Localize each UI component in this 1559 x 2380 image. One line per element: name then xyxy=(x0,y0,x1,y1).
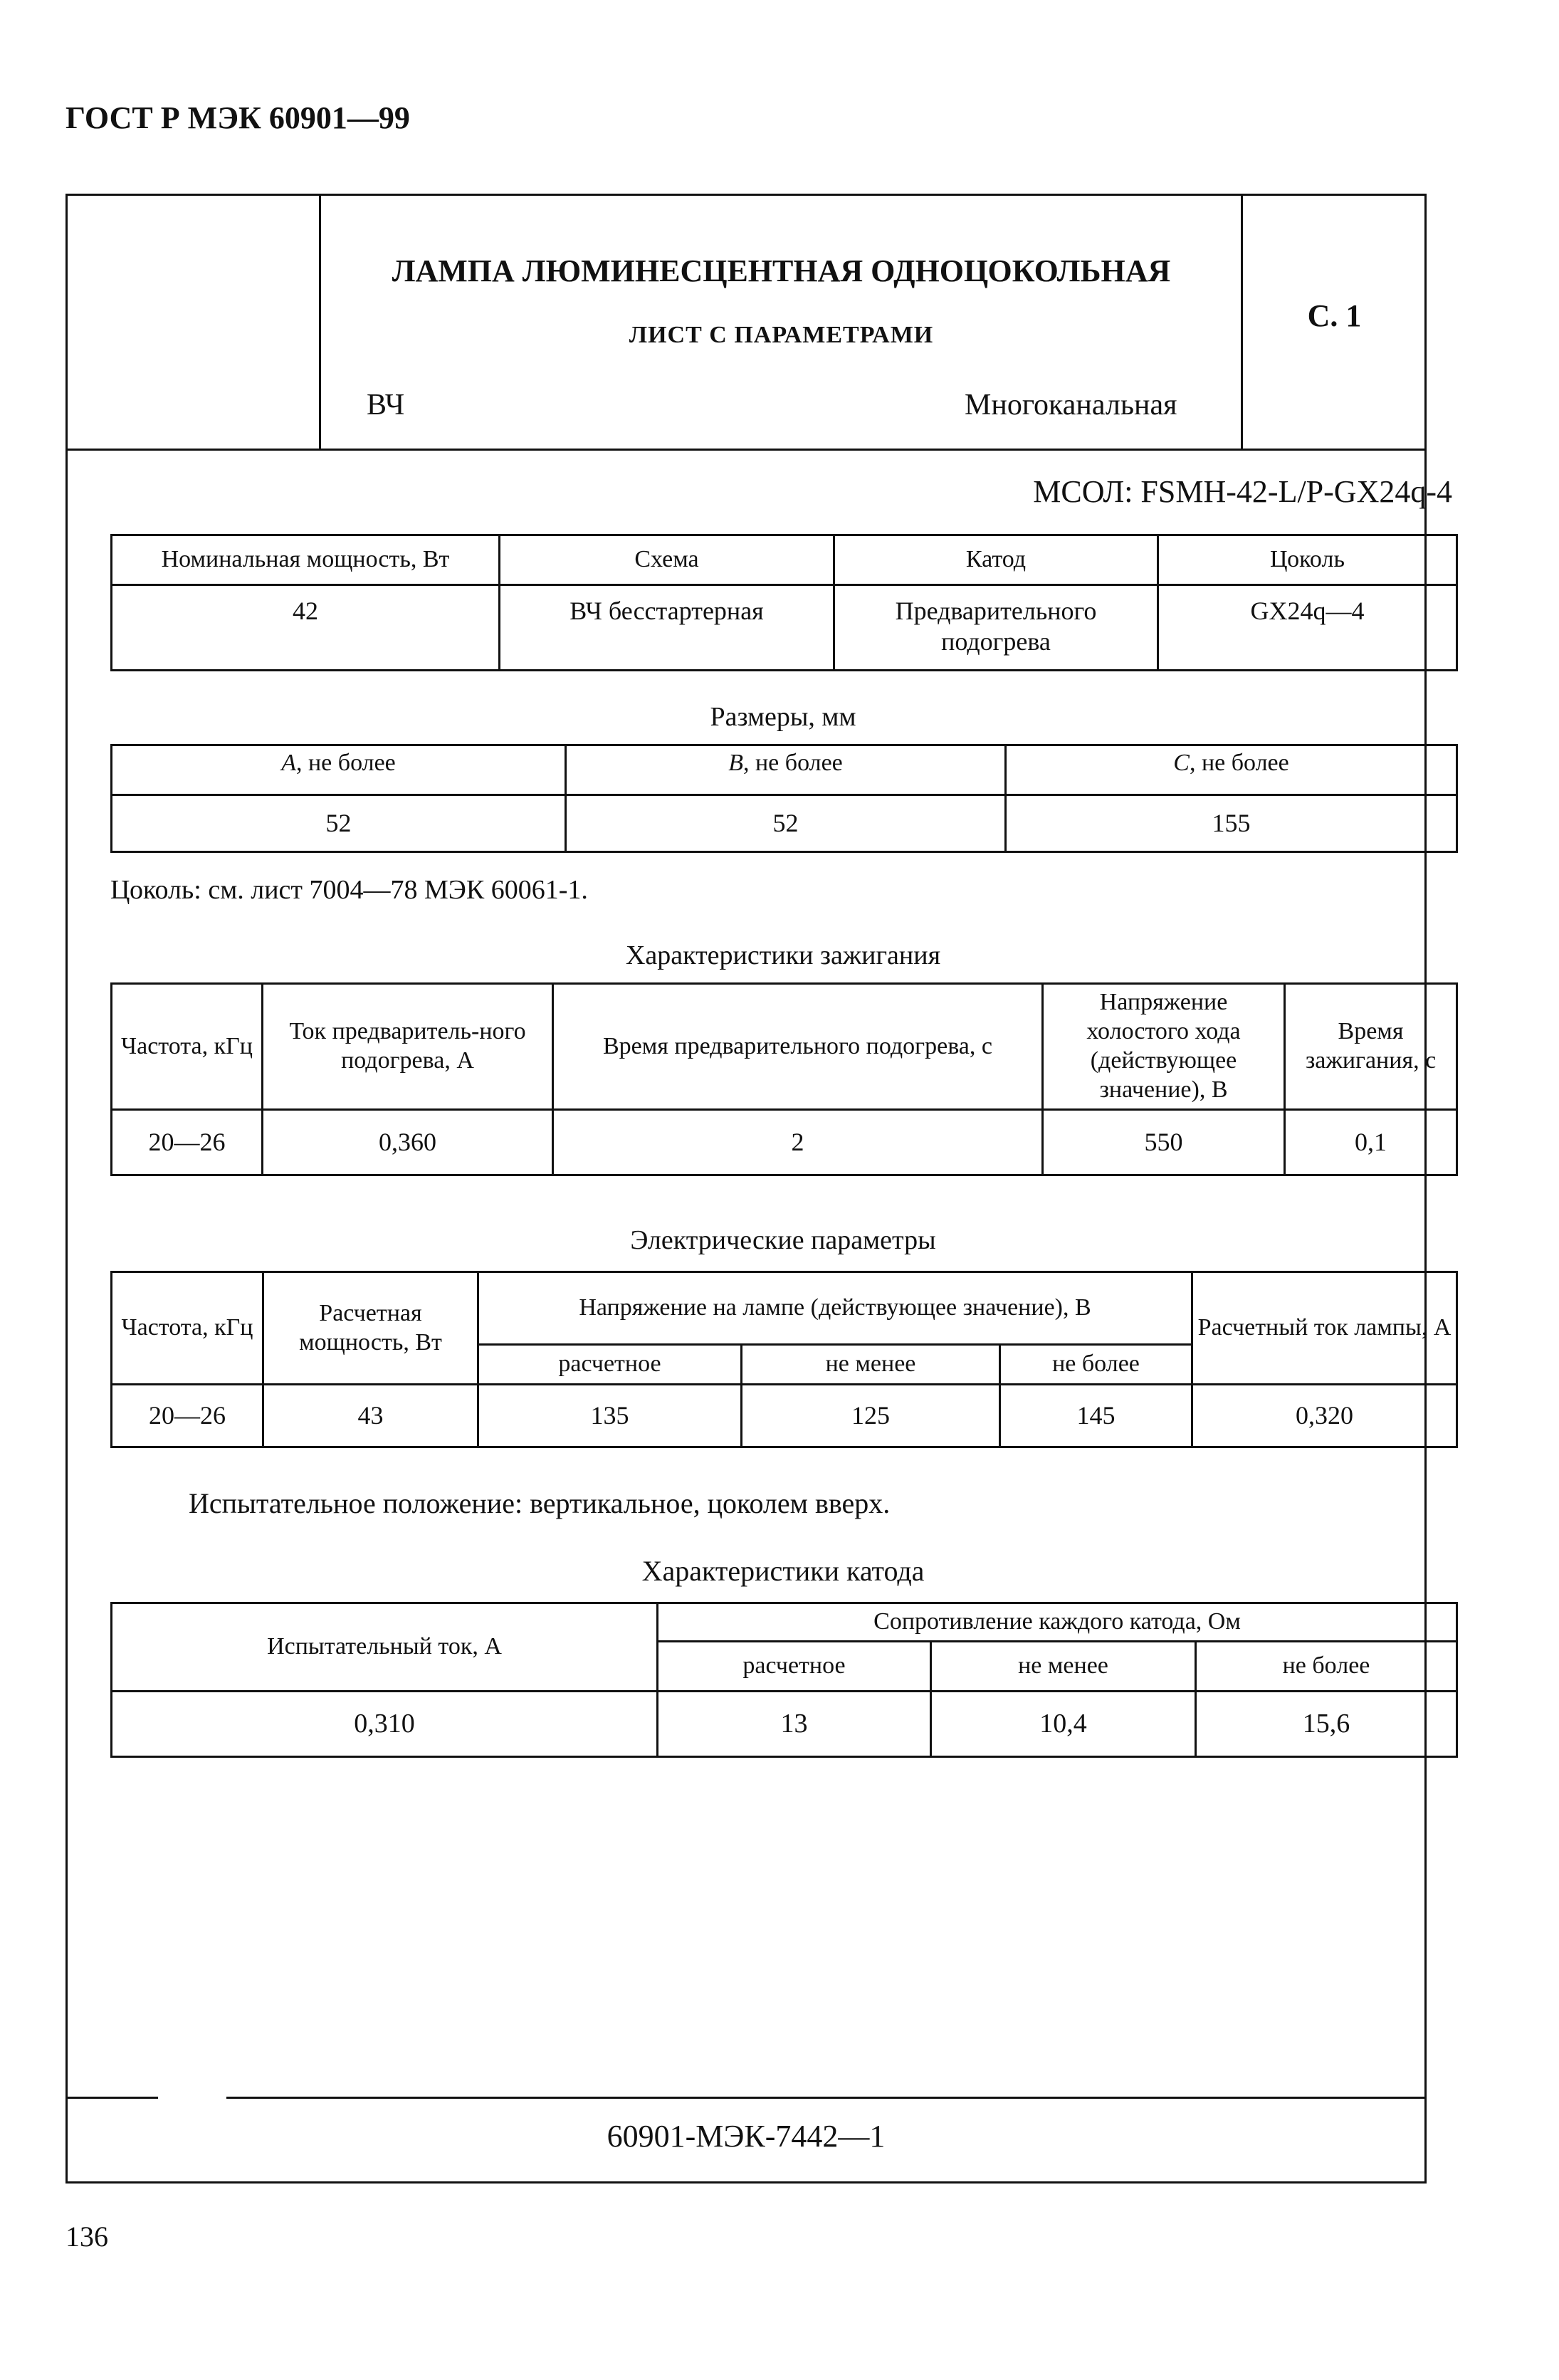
header-cell: Частота, кГц xyxy=(112,984,263,1110)
page-number: 136 xyxy=(65,2221,108,2253)
footer-rule-right xyxy=(226,2097,1427,2099)
sheet-title: ЛАМПА ЛЮМИНЕСЦЕНТНАЯ ОДНОЦОКОЛЬНАЯ xyxy=(392,253,1171,288)
header-suffix: , не более xyxy=(1189,750,1289,776)
table-cell: 15,6 xyxy=(1196,1692,1457,1757)
main-parameters-table xyxy=(110,534,1458,671)
header-cell: Ток предваритель-ного подогрева, А xyxy=(263,984,553,1110)
header-left-note: ВЧ xyxy=(367,389,405,421)
header-suffix: , не более xyxy=(295,750,396,776)
electrical-caption: Электрические параметры xyxy=(630,1225,936,1255)
table-cell: 42 xyxy=(112,585,500,671)
dimensions-table xyxy=(110,744,1458,853)
lamp-designation: МСОЛ: FSMH-42-L/P-GX24q-4 xyxy=(1033,474,1452,509)
header-cell: Время зажигания, с xyxy=(1285,984,1457,1110)
table-cell: 155 xyxy=(1006,795,1457,852)
footer-rule-left xyxy=(65,2097,158,2099)
header-suffix: , не более xyxy=(742,750,843,776)
sheet-subtitle: ЛИСТ С ПАРАМЕТРАМИ xyxy=(629,322,934,348)
dimensions-caption: Размеры, мм xyxy=(710,702,856,732)
table-cell: 145 xyxy=(1000,1385,1192,1447)
header-cell: расчетное xyxy=(658,1642,931,1692)
table-cell: 125 xyxy=(742,1385,1000,1447)
header-cell: Напряжение холостого хода (действующее значение), В xyxy=(1043,984,1285,1110)
table-cell: 43 xyxy=(263,1385,478,1447)
header-cell: Напряжение на лампе (действующее значение), В xyxy=(478,1272,1192,1345)
test-position-note: Испытательное положение: вертикальное, цоколем вверх. xyxy=(189,1487,891,1519)
header-cell xyxy=(112,745,566,795)
header-cell: Сопротивление каждого катода, Ом xyxy=(658,1603,1457,1642)
table-cell: 0,1 xyxy=(1285,1110,1457,1175)
document-standard: ГОСТ Р МЭК 60901—99 xyxy=(65,100,410,135)
header-right-note: Многоканальная xyxy=(965,389,1177,421)
header-cell: не менее xyxy=(931,1642,1196,1692)
header-cell: не более xyxy=(1000,1345,1192,1385)
table-cell: 0,360 xyxy=(263,1110,553,1175)
header-cell: не более xyxy=(1196,1642,1457,1692)
header-cell: Номинальная мощность, Вт xyxy=(112,535,500,585)
table-cell: GX24q—4 xyxy=(1158,585,1457,671)
header-cell: Расчетный ток лампы, А xyxy=(1192,1272,1457,1385)
dimension-letter: B xyxy=(728,750,743,776)
dimension-letter: C xyxy=(1173,750,1190,776)
header-cell: не менее xyxy=(742,1345,1000,1385)
table-cell: Предварительного подогрева xyxy=(834,585,1158,671)
table-cell: 52 xyxy=(566,795,1006,852)
header-bottom-rule xyxy=(65,449,1427,451)
table-cell: 0,310 xyxy=(112,1692,658,1757)
table-cell: 20—26 xyxy=(112,1110,263,1175)
cathode-table xyxy=(110,1602,1458,1758)
header-cell: Испытательный ток, А xyxy=(112,1603,658,1692)
header-cell: Расчетная мощность, Вт xyxy=(263,1272,478,1385)
sheet-page-label: С. 1 xyxy=(1307,298,1362,333)
footer-code: 60901-МЭК-7442—1 xyxy=(607,2119,886,2154)
table-cell: 0,320 xyxy=(1192,1385,1457,1447)
ignition-table xyxy=(110,982,1458,1176)
table-cell: 550 xyxy=(1043,1110,1285,1175)
cathode-caption: Характеристики катода xyxy=(641,1555,925,1587)
header-cell xyxy=(1006,745,1457,795)
header-cell: Частота, кГц xyxy=(112,1272,263,1385)
table-cell: 20—26 xyxy=(112,1385,263,1447)
base-note: Цоколь: см. лист 7004—78 МЭК 60061-1. xyxy=(110,875,588,905)
ignition-caption: Характеристики зажигания xyxy=(625,940,941,970)
electrical-table xyxy=(110,1271,1458,1448)
table-cell: 2 xyxy=(553,1110,1043,1175)
table-cell: ВЧ бесстартерная xyxy=(500,585,834,671)
header-cell: Схема xyxy=(500,535,834,585)
header-cell: Катод xyxy=(834,535,1158,585)
header-cell xyxy=(566,745,1006,795)
table-cell: 10,4 xyxy=(931,1692,1196,1757)
dimension-letter: A xyxy=(281,750,296,776)
header-cell: расчетное xyxy=(478,1345,742,1385)
table-cell: 135 xyxy=(478,1385,742,1447)
table-cell: 13 xyxy=(658,1692,931,1757)
header-cell: Цоколь xyxy=(1158,535,1457,585)
table-cell: 52 xyxy=(112,795,566,852)
header-cell: Время предварительного подогрева, с xyxy=(553,984,1043,1110)
